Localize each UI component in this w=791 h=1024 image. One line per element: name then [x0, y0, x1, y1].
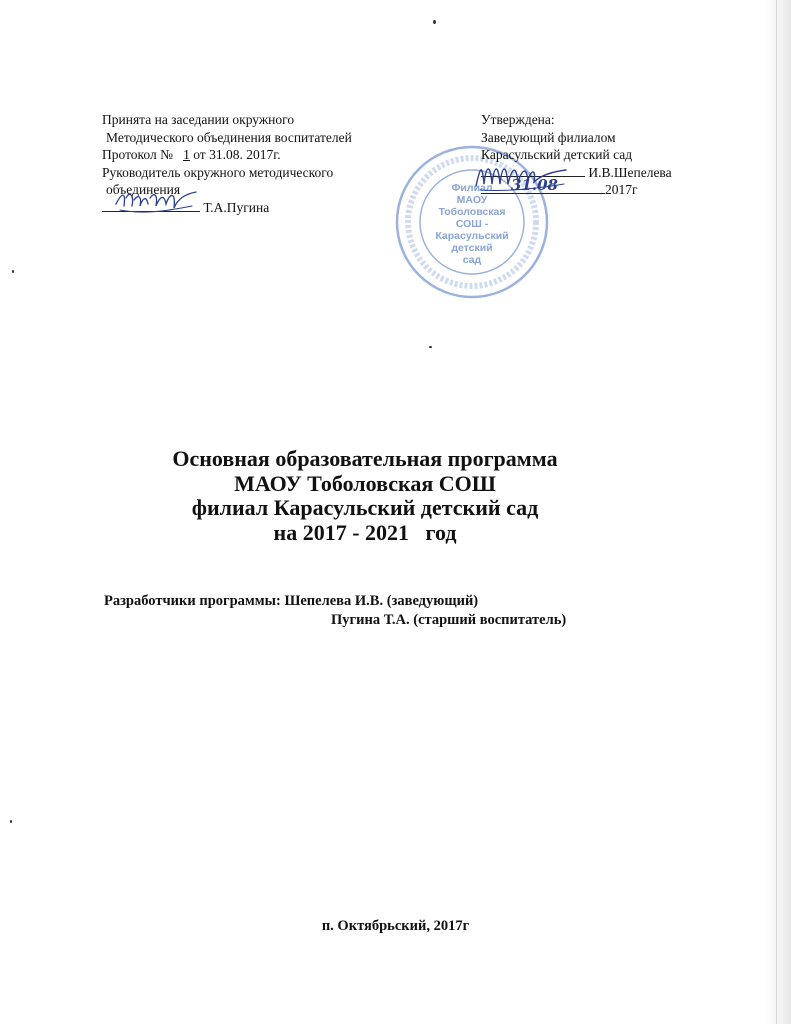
protocol-prefix: Протокол №	[102, 147, 173, 162]
approval-left-line4: Руководитель окружного методического	[102, 164, 334, 180]
developer-2: Пугина Т.А. (старший воспитатель)	[331, 612, 567, 628]
handwritten-date: 31.08	[511, 175, 558, 194]
right-handwritten-signature	[470, 156, 570, 196]
right-signer-name: И.В.Шепелева	[588, 164, 672, 180]
developer-1: Шепелева И.В. (заведующий)	[284, 593, 479, 609]
approval-right-line1: Утверждена:	[481, 112, 555, 127]
scan-speck	[429, 346, 432, 348]
developers-label: Разработчики программы:	[104, 593, 281, 609]
approval-left-line5: объединения	[106, 182, 181, 197]
scan-speck	[12, 270, 14, 273]
approval-right-line2: Заведующий филиалом	[481, 129, 616, 145]
right-year: 2017г	[605, 182, 638, 197]
scan-edge-line	[776, 0, 777, 1024]
program-developers	[104, 592, 566, 630]
left-handwritten-signature	[112, 184, 202, 220]
program-title	[150, 447, 580, 545]
scan-speck	[10, 820, 12, 823]
title-line4: на 2017 - 2021 год	[273, 519, 457, 545]
developers-line1	[104, 592, 566, 611]
scan-speck	[433, 20, 436, 24]
stamp-line: Карасульский	[435, 230, 509, 242]
protocol-line	[102, 146, 422, 164]
title-line2: МАОУ Тоболовская СОШ	[234, 470, 496, 496]
stamp-line: сад	[462, 254, 482, 266]
stamp-line: Филиал	[451, 182, 493, 194]
stamp-line: МАОУ	[456, 194, 488, 206]
protocol-date: от 31.08. 2017г.	[193, 147, 281, 162]
stamp-line: Тоболовская	[438, 206, 506, 218]
scan-edge-shadow	[765, 0, 791, 1024]
stamp-line: СОШ -	[455, 218, 489, 230]
left-signer-name: Т.А.Пугина	[203, 199, 270, 215]
title-line1: Основная образовательная программа	[172, 446, 558, 471]
stamp-line: детский	[451, 242, 493, 254]
title-line3: филиал Карасульский детский сад	[191, 495, 539, 520]
approval-left-line2: Методического объединения воспитателей	[106, 129, 352, 145]
place-and-year: п. Октябрьский, 2017г	[321, 918, 470, 934]
approval-left-line1: Принята на заседании окружного	[102, 112, 295, 127]
approval-right-line3: Карасульский детский сад	[481, 147, 633, 162]
protocol-number: 1	[183, 147, 190, 162]
